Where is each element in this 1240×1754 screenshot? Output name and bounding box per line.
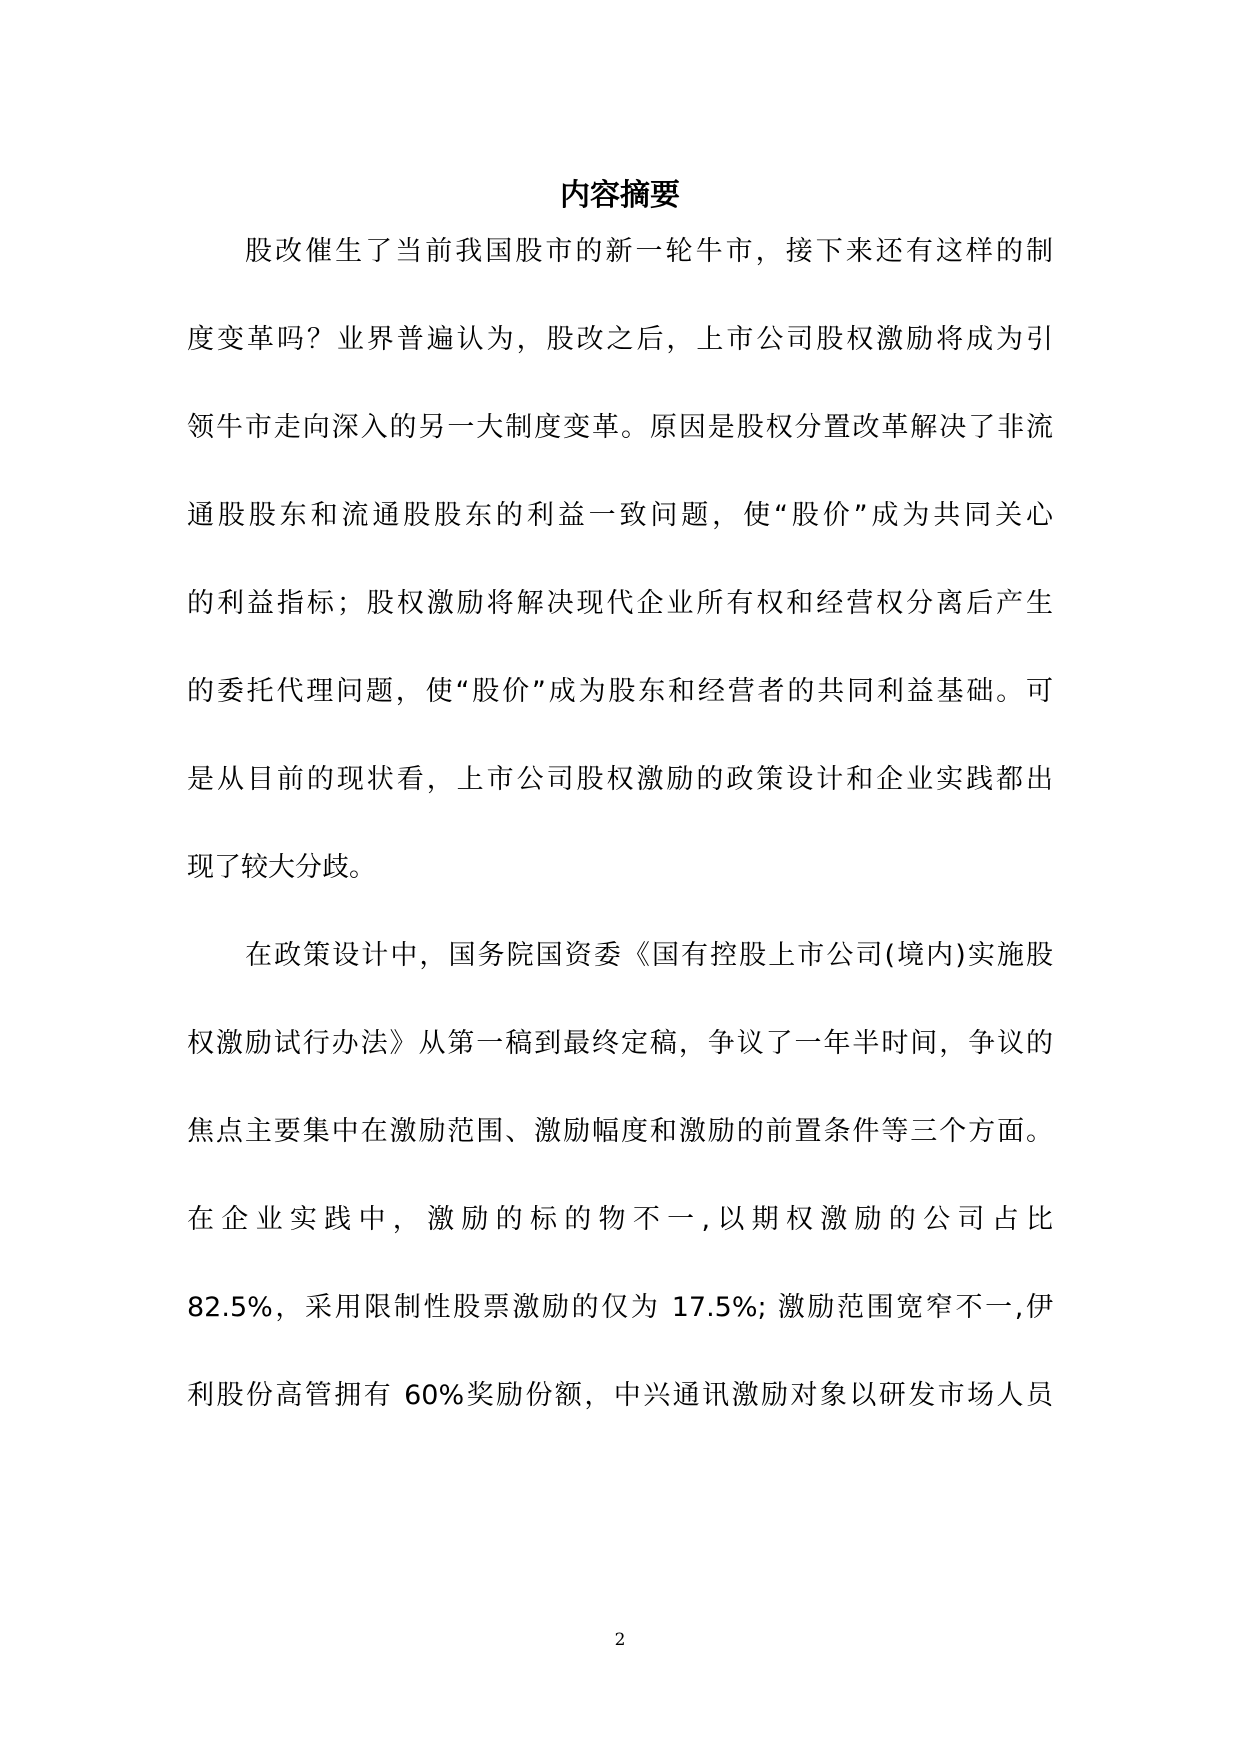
paragraph-line: 的利益指标；股权激励将解决现代企业所有权和经营权分离后产生 [187,588,1053,619]
paragraph-line: 是从目前的现状看，上市公司股权激励的政策设计和企业实践都出 [187,764,1053,795]
paragraph-line: 股改催生了当前我国股市的新一轮牛市，接下来还有这样的制 [245,236,1053,267]
document-title: 内容摘要 [560,178,680,213]
paragraph-line: 领牛市走向深入的另一大制度变革。原因是股权分置改革解决了非流 [187,412,1053,443]
paragraph-line: 在企业实践中，激励的标的物不一,以期权激励的公司占比 [187,1204,1053,1235]
paragraph-line: 焦点主要集中在激励范围、激励幅度和激励的前置条件等三个方面。 [187,1116,1053,1147]
paragraph-line: 82.5%，采用限制性股票激励的仅为 17.5%; 激励范围宽窄不一,伊 [187,1292,1053,1323]
page-number: 2 [614,1630,626,1650]
paragraph-line: 通股股东和流通股股东的利益一致问题，使“股价”成为共同关心 [187,500,1053,531]
paragraph-line: 在政策设计中，国务院国资委《国有控股上市公司(境内)实施股 [245,940,1053,971]
paragraph-line: 的委托代理问题，使“股价”成为股东和经营者的共同利益基础。可 [187,676,1053,707]
paragraph-line: 现了较大分歧。 [187,852,376,883]
paragraph-line: 权激励试行办法》从第一稿到最终定稿，争议了一年半时间，争议的 [187,1028,1053,1059]
paragraph-line: 利股份高管拥有 60%奖励份额，中兴通讯激励对象以研发市场人员 [187,1380,1053,1411]
paragraph-line: 度变革吗？业界普遍认为，股改之后，上市公司股权激励将成为引 [187,324,1053,355]
